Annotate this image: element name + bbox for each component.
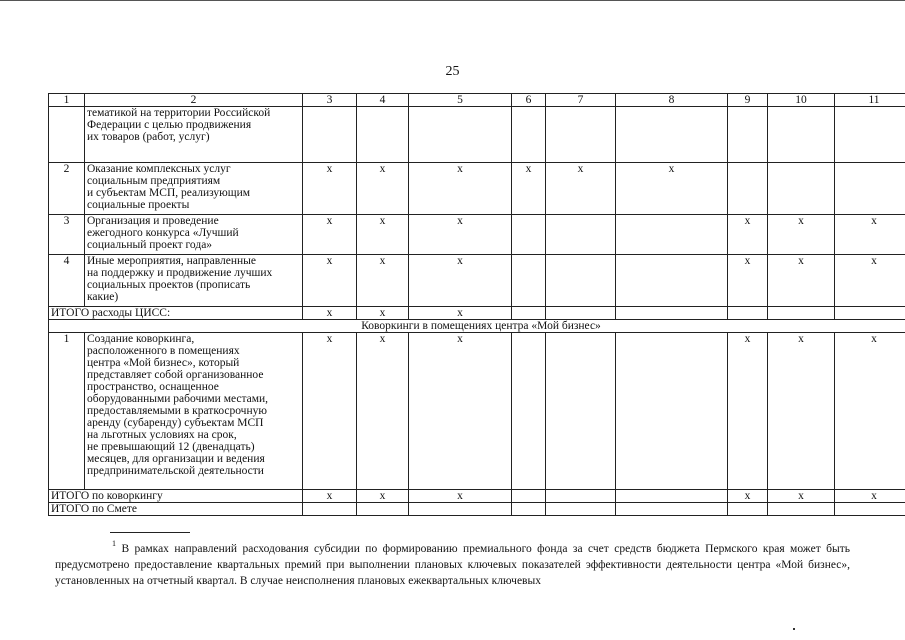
table-cell: x: [768, 215, 835, 255]
table-cell: x: [357, 490, 409, 503]
table-cell: x: [409, 333, 512, 490]
table-cell: [835, 163, 905, 215]
table-cell: [768, 163, 835, 215]
table-cell: x: [409, 163, 512, 215]
table-cell: x: [409, 215, 512, 255]
table-cell: [512, 307, 546, 320]
table-cell: x: [409, 490, 512, 503]
table-cell: [768, 307, 835, 320]
row-description: Организация и проведение ежегодного конкурса «Лучший социальный проект года»: [85, 215, 303, 255]
footnote-text: В рамках направлений расходования субсидии по формированию премиального фонда за счет средств бюджета Пермского края может быть предусмотрено предоставление квартальных премий при выполнении плановых ключевых показателей эффективности деятельности центра «Мой бизнес», установленных на отчетный квартал. В случае неисполнения плановых ежеквартальных ключевых: [55, 543, 850, 587]
column-header: 5: [409, 94, 512, 107]
row-description: Создание коворкинга, расположенного в помещениях центра «Мой бизнес», который представляет собой организованное пространство, оснащенное оборудованными рабочими местами, предоставляемыми в краткосрочную аренду (субаренду) субъектам МСП на льготных условиях на срок, не превышающий 12 (двенадцать) месяцев, для организации и ведения предпринимательской деятельности: [85, 333, 303, 490]
table-cell: [835, 307, 905, 320]
table-cell: x: [728, 333, 768, 490]
table-cell: [546, 307, 616, 320]
table-cell: [303, 503, 357, 516]
table-cell: [728, 107, 768, 163]
footnote-marker: 1: [112, 539, 116, 548]
column-header: 7: [546, 94, 616, 107]
column-header: 3: [303, 94, 357, 107]
table-cell: [546, 255, 616, 307]
table-cell: x: [303, 333, 357, 490]
table-row: [49, 333, 905, 490]
row-number: [49, 107, 85, 163]
table-cell: [546, 503, 616, 516]
scan-top-edge: [0, 0, 905, 1]
total-label: ИТОГО расходы ЦИСС:: [49, 307, 303, 320]
table-cell: x: [616, 163, 728, 215]
table-cell: x: [303, 490, 357, 503]
table-cell: x: [768, 490, 835, 503]
table-row: [49, 163, 905, 215]
table-cell: x: [835, 333, 905, 490]
table-cell: x: [303, 255, 357, 307]
table-row: [49, 215, 905, 255]
table-cell: [616, 107, 728, 163]
table-cell: [728, 307, 768, 320]
page-number: 25: [445, 64, 460, 79]
total-row-coworking: [49, 490, 905, 503]
table-cell: x: [357, 163, 409, 215]
table-cell: [768, 503, 835, 516]
row-number: 2: [49, 163, 85, 215]
total-label: ИТОГО по коворкингу: [49, 490, 303, 503]
table-cell: [409, 107, 512, 163]
table-cell: [616, 490, 728, 503]
table-cell: x: [409, 255, 512, 307]
row-description: тематикой на территории Российской Федерации с целью продвижения их товаров (работ, услуг): [85, 107, 303, 163]
column-header: 4: [357, 94, 409, 107]
total-label: ИТОГО по Смете: [49, 503, 303, 516]
table-cell: [616, 307, 728, 320]
total-row-ciss: [49, 307, 905, 320]
table-row: [49, 107, 905, 163]
table-cell: x: [728, 255, 768, 307]
table-row: [49, 255, 905, 307]
table-cell: [616, 333, 728, 490]
scan-speck: [793, 628, 795, 630]
table-cell: [616, 255, 728, 307]
table-cell: [835, 107, 905, 163]
section-title: Коворкинги в помещениях центра «Мой бизнес»: [49, 320, 905, 333]
table-cell: x: [728, 215, 768, 255]
table-cell: [768, 107, 835, 163]
table-cell: [835, 503, 905, 516]
column-header: 10: [768, 94, 835, 107]
column-header: 9: [728, 94, 768, 107]
total-row-smeta: [49, 503, 905, 516]
table-cell: x: [512, 163, 546, 215]
table-cell: [546, 215, 616, 255]
table-cell: x: [546, 163, 616, 215]
table-cell: x: [835, 490, 905, 503]
table-cell: [512, 107, 546, 163]
footnote-separator: [110, 532, 190, 533]
table-cell: [616, 215, 728, 255]
table-cell: [512, 490, 546, 503]
table-cell: x: [728, 490, 768, 503]
row-description: Иные мероприятия, направленные на поддержку и продвижение лучших социальных проектов (прописать какие): [85, 255, 303, 307]
table-header-row: [49, 94, 905, 107]
table-cell: x: [409, 307, 512, 320]
section-row: [49, 320, 905, 333]
table-cell: [512, 333, 546, 490]
row-description: Оказание комплексных услуг социальным предприятиям и субъектам МСП, реализующим социальные проекты: [85, 163, 303, 215]
table-cell: [616, 503, 728, 516]
table-cell: x: [303, 307, 357, 320]
table-cell: [546, 333, 616, 490]
table-cell: x: [303, 163, 357, 215]
table-cell: [409, 503, 512, 516]
table-cell: x: [357, 333, 409, 490]
table-cell: [357, 503, 409, 516]
table-cell: x: [768, 333, 835, 490]
table-cell: x: [357, 307, 409, 320]
table-cell: [546, 490, 616, 503]
column-header: 11: [835, 94, 905, 107]
table-cell: x: [835, 255, 905, 307]
table-cell: x: [357, 215, 409, 255]
table-cell: [512, 503, 546, 516]
budget-table: [48, 93, 905, 516]
row-number: 3: [49, 215, 85, 255]
table-cell: [512, 215, 546, 255]
row-number: 4: [49, 255, 85, 307]
table-cell: [728, 503, 768, 516]
table-cell: x: [835, 215, 905, 255]
table-cell: x: [303, 215, 357, 255]
table-cell: [357, 107, 409, 163]
column-header: 8: [616, 94, 728, 107]
column-header: 2: [85, 94, 303, 107]
table-cell: [303, 107, 357, 163]
table-cell: [512, 255, 546, 307]
table-cell: x: [357, 255, 409, 307]
row-number: 1: [49, 333, 85, 490]
column-header: 6: [512, 94, 546, 107]
footnote: [55, 536, 850, 589]
table-cell: [728, 163, 768, 215]
table-cell: [546, 107, 616, 163]
table-cell: x: [768, 255, 835, 307]
column-header: 1: [49, 94, 85, 107]
